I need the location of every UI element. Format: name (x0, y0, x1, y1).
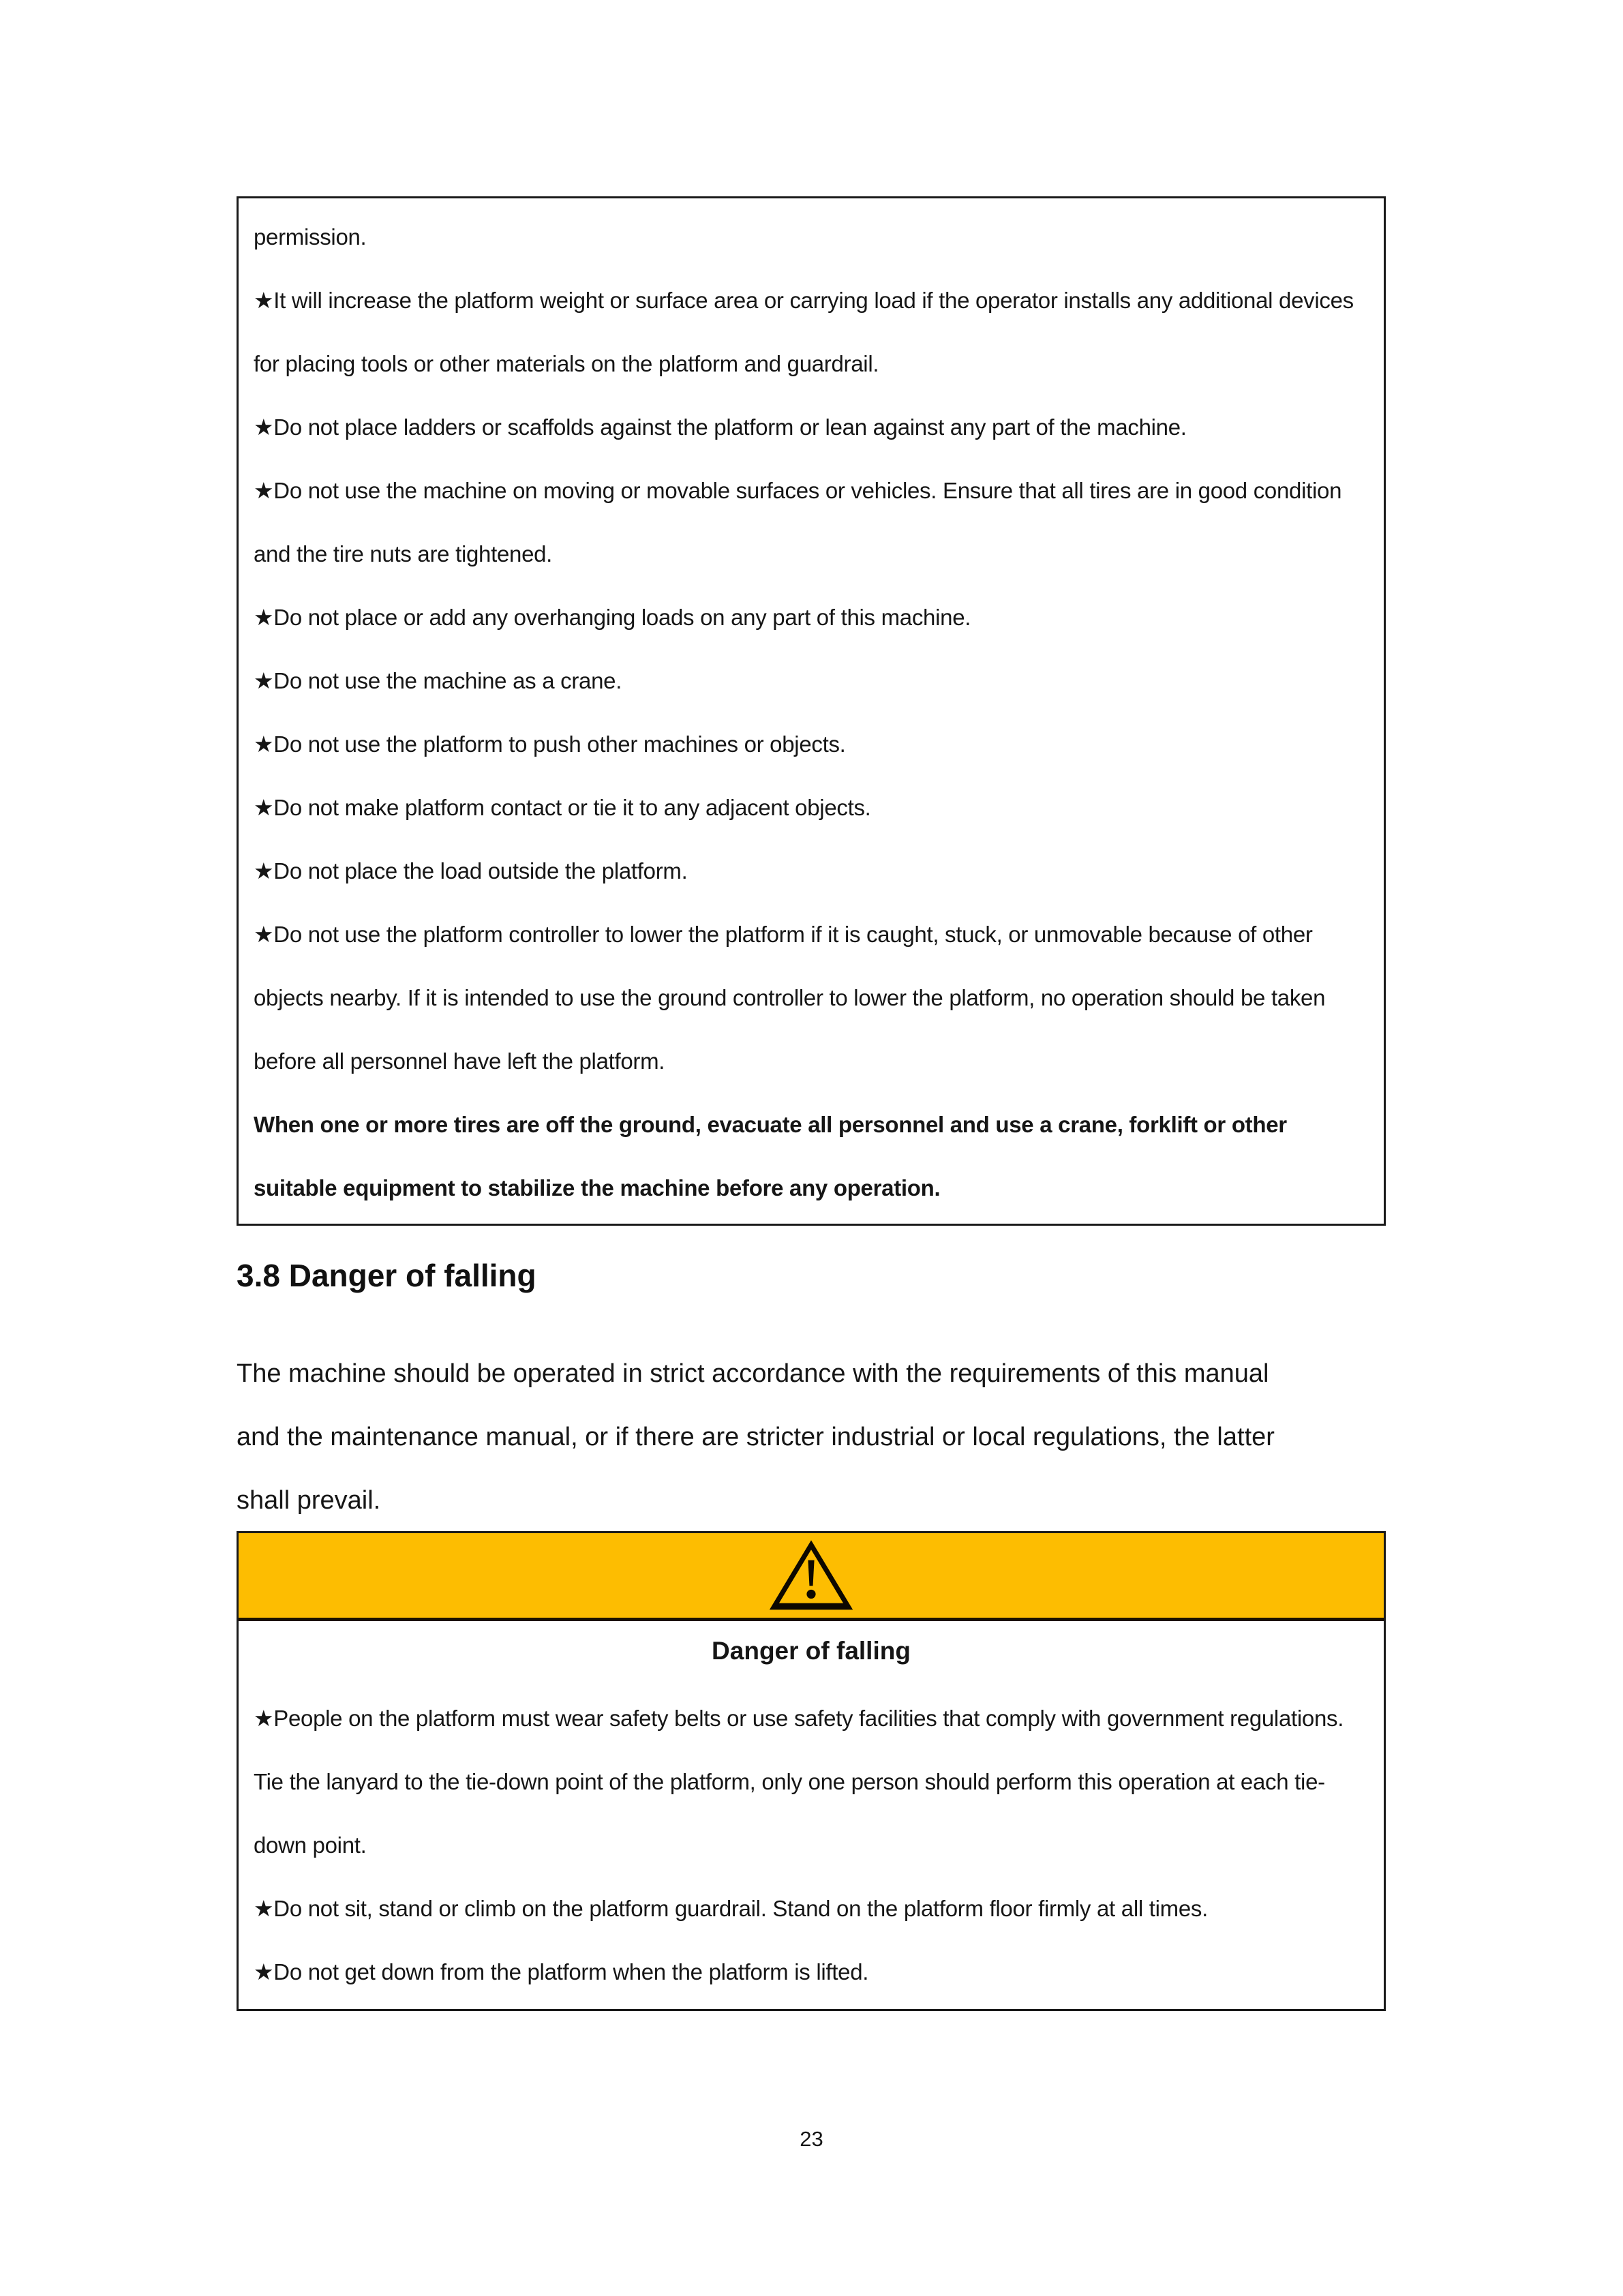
safety-note-emphasis: When one or more tires are off the ground, evacuate all personnel and use a crane, forklift or other suitable equipment to stabilize the machine before any operation. (254, 1112, 1287, 1200)
warning-note: ★Do not get down from the platform when the platform is lifted. (254, 1959, 869, 1984)
page-number: 23 (800, 2127, 823, 2151)
safety-note: ★Do not use the machine on moving or movable surfaces or vehicles. Ensure that all tires are in good condition and the tire nuts are tightened. (254, 478, 1342, 567)
safety-note: ★Do not place the load outside the platform. (254, 858, 688, 883)
safety-note: ★It will increase the platform weight or surface area or carrying load if the operator installs any additional devices for placing tools or other materials on the platform and guardrail. (254, 288, 1354, 376)
warning-box (237, 1531, 1386, 2011)
section-heading: 3.8 Danger of falling (237, 1258, 536, 1293)
safety-note: ★Do not make platform contact or tie it to any adjacent objects. (254, 795, 871, 820)
safety-note: ★Do not place ladders or scaffolds against the platform or lean against any part of the machine. (254, 414, 1187, 440)
safety-notes-box (237, 196, 1386, 1226)
warning-note: ★People on the platform must wear safety belts or use safety facilities that comply with government regulations. Tie the lanyard to the tie-down point of the platform, only one person should perform this operation at each tie-down point. (254, 1706, 1344, 1858)
safety-note: permission. (254, 224, 367, 250)
safety-note: ★Do not use the platform controller to lower the platform if it is caught, stuck, or unmovable because of other objects nearby. If it is intended to use the ground controller to lower the platform, no operation should be taken before all personnel have left the platform. (254, 922, 1326, 1074)
warning-title: Danger of falling (712, 1637, 911, 1665)
warning-triangle-icon (770, 1539, 853, 1613)
section-intro-paragraph: The machine should be operated in strict accordance with the requirements of this manual and the maintenance manual, or if there are stricter industrial or local regulations, the latter shall prevail. (237, 1359, 1275, 1515)
warning-notes (239, 1687, 1384, 2009)
warning-banner (239, 1533, 1384, 1621)
safety-note: ★Do not place or add any overhanging loads on any part of this machine. (254, 605, 971, 630)
warning-note: ★Do not sit, stand or climb on the platform guardrail. Stand on the platform floor firmly at all times. (254, 1896, 1208, 1921)
safety-note: ★Do not use the machine as a crane. (254, 668, 622, 693)
safety-note: ★Do not use the platform to push other machines or objects. (254, 731, 846, 757)
